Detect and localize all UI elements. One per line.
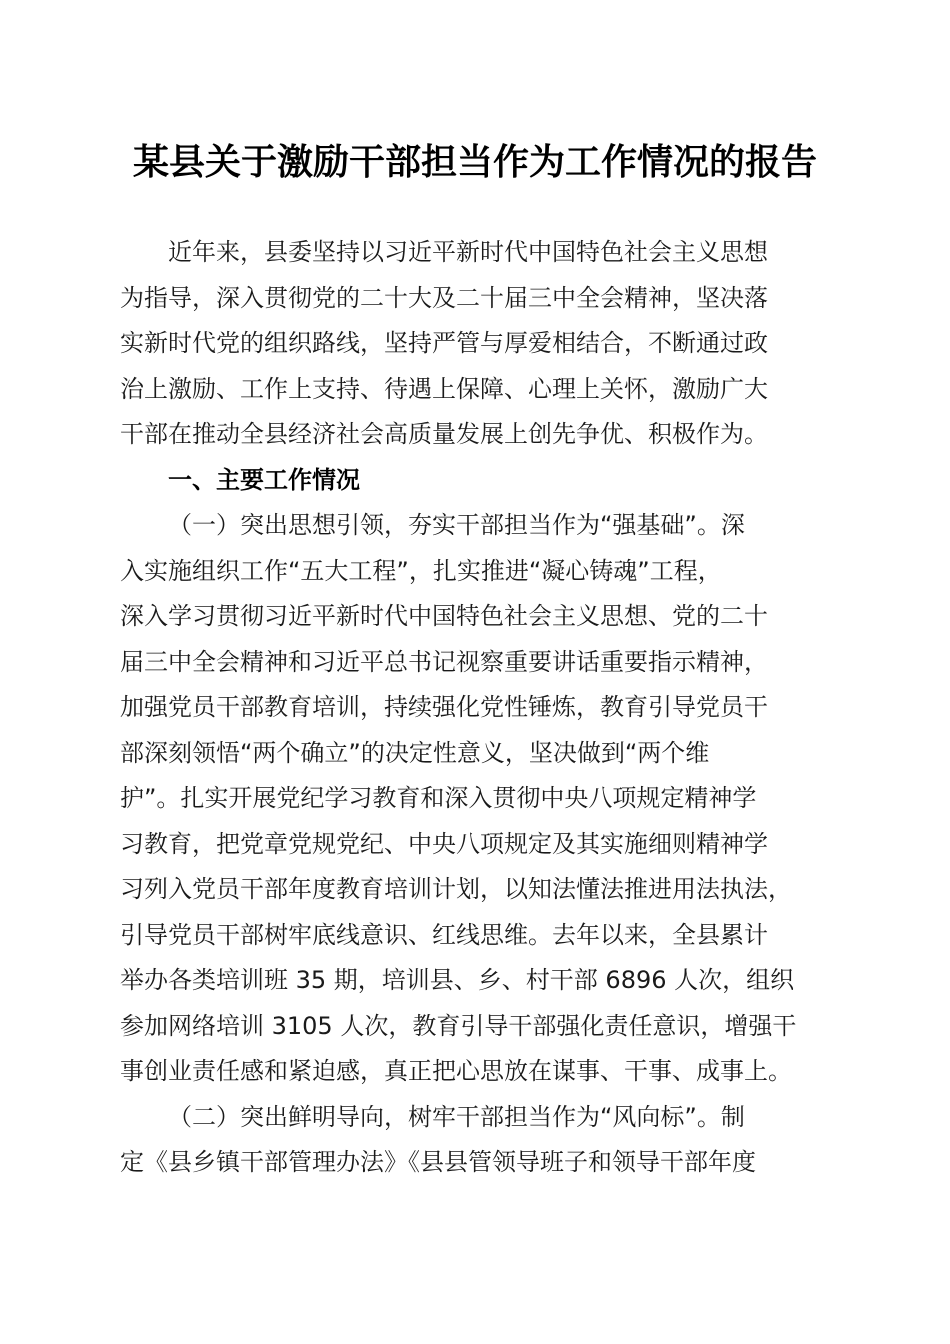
document-body [120,230,826,1186]
section-heading: 一、主要工作情况 [168,465,360,494]
text-line: 习列入党员干部年度教育培训计划，以知法懂法推进用法执法， [120,875,792,903]
text-line: 入实施组织工作“五大工程”，扎实推进“凝心铸魂”工程， [120,556,722,585]
text-line: 实新时代党的组织路线，坚持严管与厚爱相结合，不断通过政 [120,329,768,357]
text-line: 举办各类培训班 35 期，培训县、乡、村干部 6896 人次，组织 [120,966,795,994]
text-line: 治上激励、工作上支持、待遇上保障、心理上关怀，激励广大 [120,374,768,403]
text-line: 深入学习贯彻习近平新时代中国特色社会主义思想、党的二十 [120,602,768,630]
text-line: 护”。扎实开展党纪学习教育和深入贯彻中央八项规定精神学 [120,784,757,812]
text-line: 参加网络培训 3105 人次，教育引导干部强化责任意识，增强干 [120,1011,797,1040]
text-line: （二）突出鲜明导向，树牢干部担当作为“风向标”。制 [168,1102,745,1131]
text-line: 事创业责任感和紧迫感，真正把心思放在谋事、干事、成事上。 [120,1057,792,1085]
text-line: （一）突出思想引领，夯实干部担当作为“强基础”。深 [168,511,745,539]
document-title: 某县关于激励干部担当作为工作情况的报告 [132,141,817,183]
text-line: 为指导，深入贯彻党的二十大及二十届三中全会精神，坚决落 [120,283,768,312]
text-line: 加强党员干部教育培训，持续强化党性锤炼，教育引导党员干 [120,693,768,721]
text-line: 届三中全会精神和习近平总书记视察重要讲话重要指示精神， [120,647,768,676]
text-line: 部深刻领悟“两个确立”的决定性意义，坚决做到“两个维 [120,738,710,767]
text-line: 习教育，把党章党规党纪、中央八项规定及其实施细则精神学 [120,829,768,858]
text-line: 引导党员干部树牢底线意识、红线思维。去年以来，全县累计 [120,920,768,949]
text-line: 干部在推动全县经济社会高质量发展上创先争优、积极作为。 [120,420,768,448]
text-line: 定《县乡镇干部管理办法》《县县管领导班子和领导干部年度 [120,1148,756,1176]
text-line: 近年来，县委坚持以习近平新时代中国特色社会主义思想 [168,238,768,266]
